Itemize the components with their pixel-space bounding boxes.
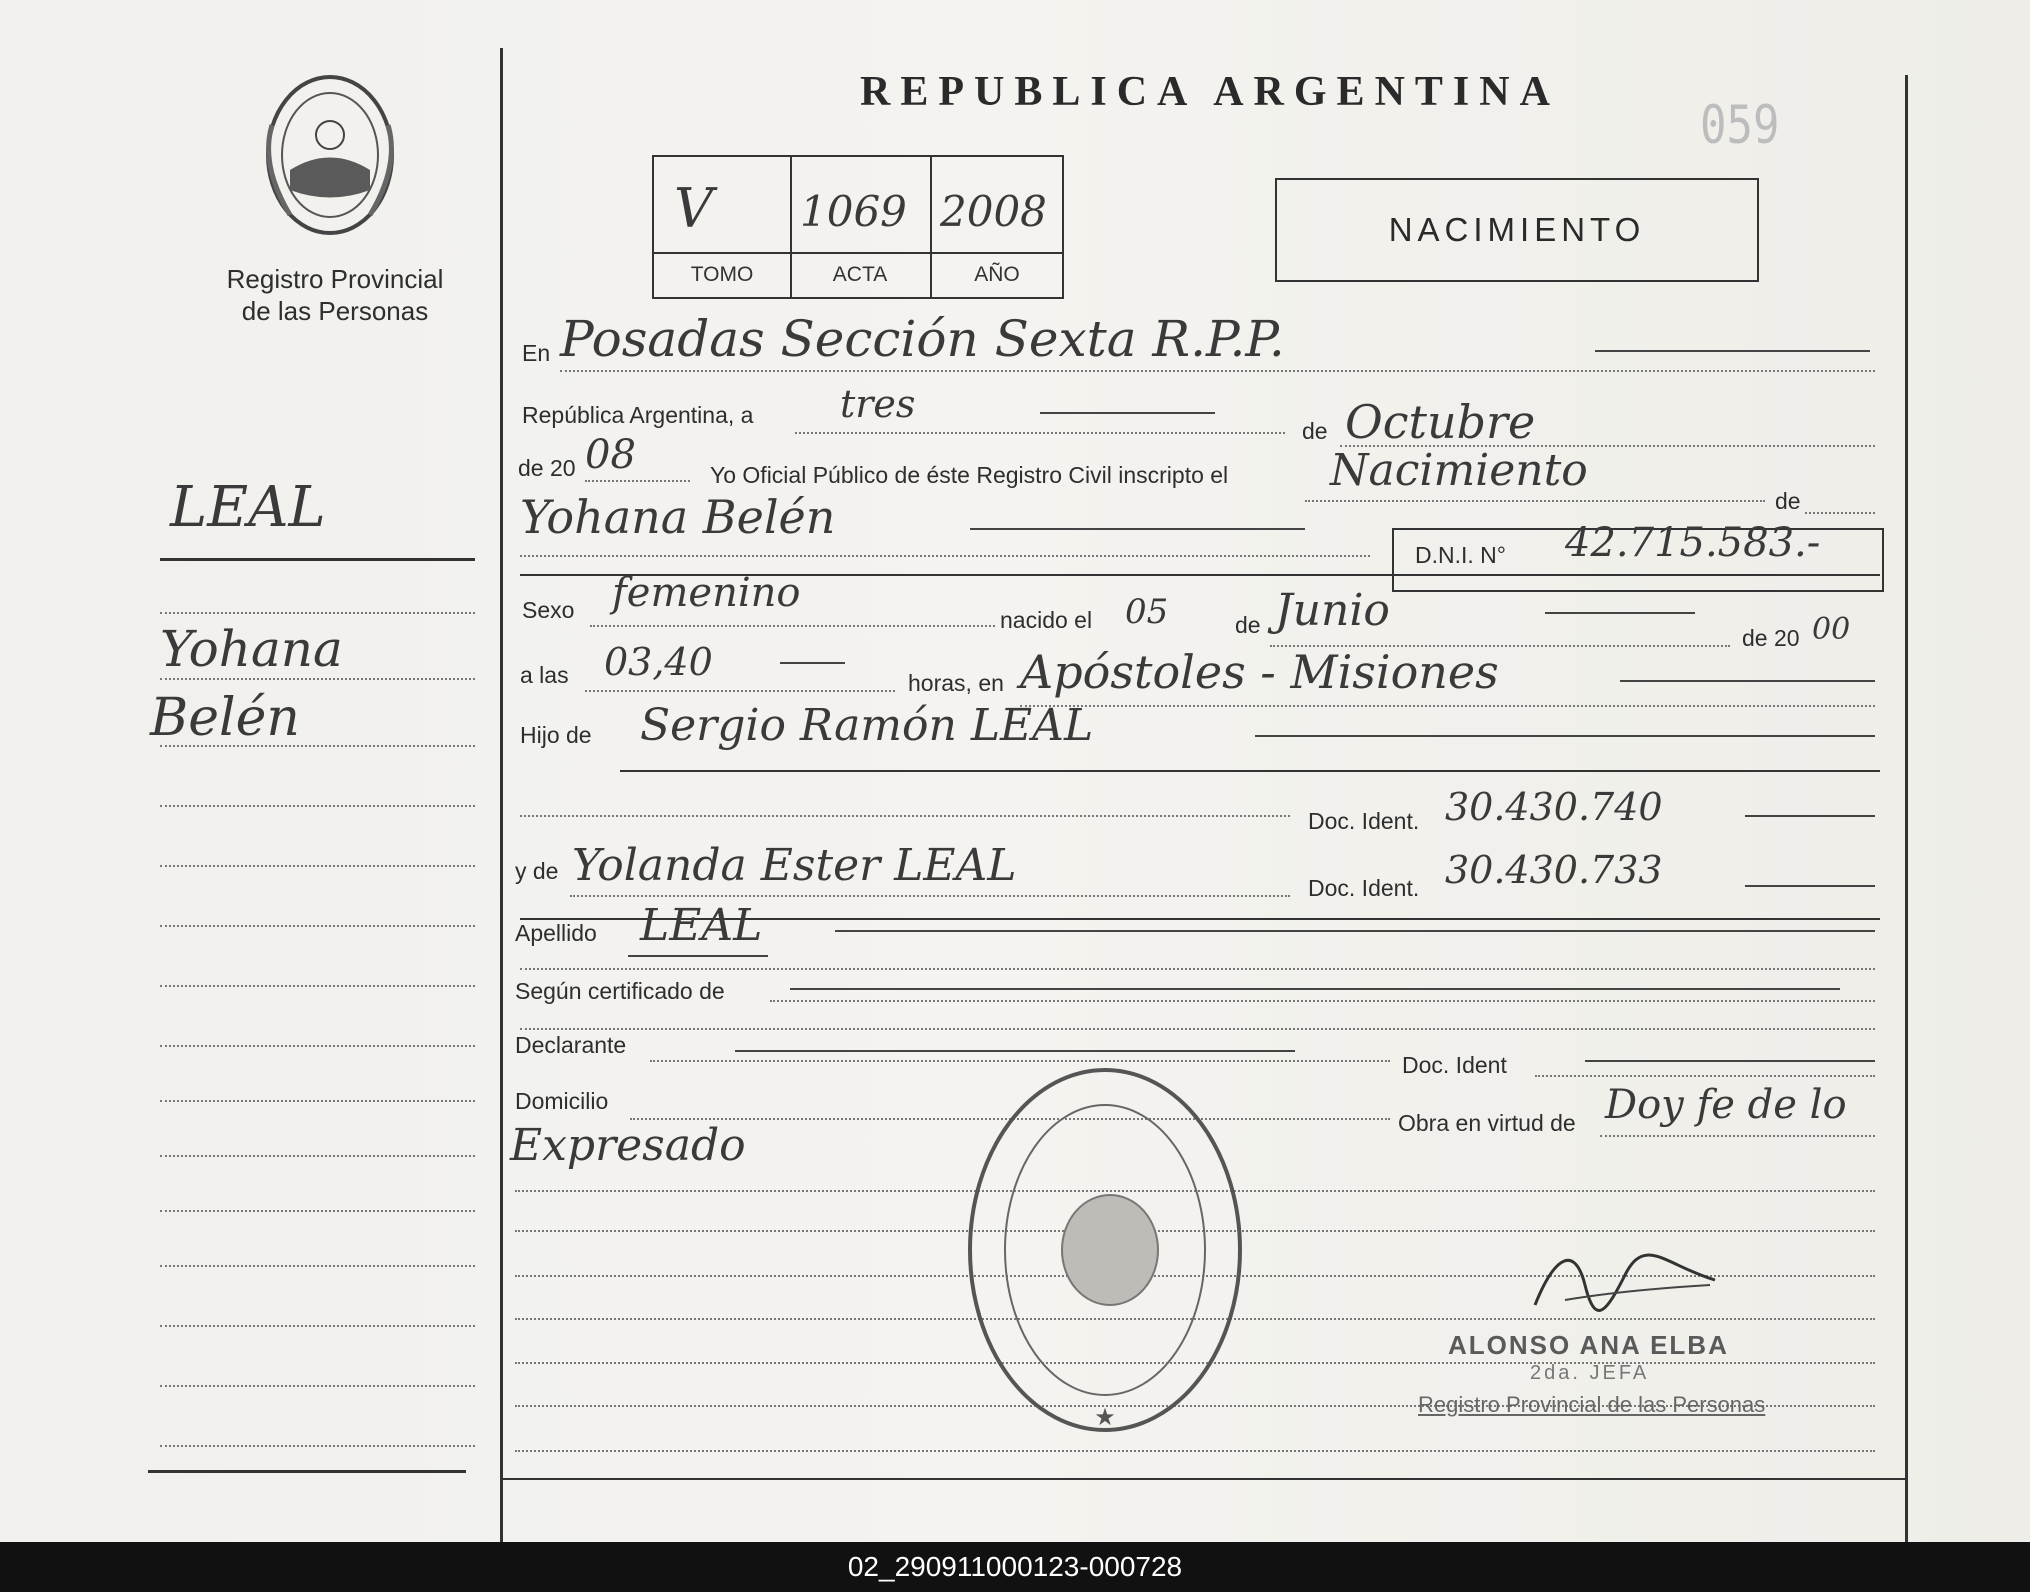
nacido-anio: 00 bbox=[1812, 612, 1851, 647]
acta-value: 1069 bbox=[800, 187, 907, 236]
record-type-box: NACIMIENTO bbox=[1275, 178, 1759, 282]
sexo-value: femenino bbox=[612, 570, 801, 616]
left-border-line bbox=[500, 48, 503, 1542]
dni-value: 42.715.583.- bbox=[1565, 520, 1821, 566]
nombre-value: Yohana Belén bbox=[520, 490, 836, 544]
record-box bbox=[652, 155, 1064, 299]
obra-value: Doy fe de lo bbox=[1605, 1082, 1847, 1128]
apellido-value: LEAL bbox=[640, 900, 763, 951]
dia-value: tres bbox=[840, 382, 916, 426]
acta-label: ACTA bbox=[832, 263, 888, 286]
inscripto-value: Nacimiento bbox=[1330, 445, 1588, 496]
doc-label-padre: Doc. Ident. bbox=[1308, 808, 1420, 834]
bottom-line bbox=[500, 1478, 1905, 1480]
doc-label-madre: Doc. Ident. bbox=[1308, 875, 1420, 901]
de-label-2: de bbox=[1775, 488, 1801, 514]
tomo-value: V bbox=[674, 177, 713, 240]
padre-doc: 30.430.740 bbox=[1445, 785, 1663, 829]
madre-value: Yolanda Ester LEAL bbox=[572, 840, 1017, 891]
tomo-label: TOMO bbox=[690, 263, 754, 286]
right-border-line bbox=[1905, 75, 1908, 1542]
anio-value: 2008 bbox=[940, 187, 1047, 236]
declarante-label: Declarante bbox=[515, 1032, 627, 1058]
nacido-label: nacido el bbox=[1000, 607, 1093, 633]
domicilio-label: Domicilio bbox=[515, 1088, 609, 1114]
de20-label: de 20 bbox=[1742, 625, 1800, 651]
republica-label: República Argentina, a bbox=[522, 402, 754, 428]
de-label-3: de bbox=[1235, 612, 1261, 638]
apellido-label: Apellido bbox=[515, 920, 597, 946]
province-seal-icon bbox=[250, 65, 410, 245]
padre-value: Sergio Ramón LEAL bbox=[640, 700, 1094, 751]
obra-label: Obra en virtud de bbox=[1398, 1110, 1576, 1136]
margin-given-name-2: Belén bbox=[150, 688, 300, 748]
segun-label: Según certificado de bbox=[515, 978, 725, 1004]
official-seal-icon bbox=[960, 1060, 1250, 1440]
nacido-mes: Junio bbox=[1275, 585, 1390, 636]
expresado-value: Expresado bbox=[510, 1120, 746, 1171]
stamp-number: 059 bbox=[1700, 94, 1780, 157]
margin-given-name-1: Yohana bbox=[160, 620, 343, 678]
en-value: Posadas Sección Sexta R.P.P. bbox=[560, 310, 1285, 368]
registry-line-2: de las Personas bbox=[241, 296, 429, 326]
registry-line-1: Registro Provincial bbox=[226, 264, 444, 294]
mes-value: Octubre bbox=[1345, 395, 1536, 449]
horas-label: horas, en bbox=[908, 670, 1004, 696]
doc-ident-label: Doc. Ident bbox=[1402, 1052, 1507, 1078]
margin-surname: LEAL bbox=[170, 475, 326, 540]
anio-prefix: de 20 bbox=[518, 455, 576, 481]
page-title: REPUBLICA ARGENTINA bbox=[860, 69, 1560, 115]
nacido-dia: 05 bbox=[1125, 592, 1169, 632]
file-id-bar bbox=[0, 1542, 2030, 1592]
signatory-role: 2da. JEFA bbox=[1530, 1362, 1650, 1384]
file-id: 02_290911000123-000728 bbox=[847, 1551, 1183, 1582]
yde-label: y de bbox=[515, 858, 559, 884]
anio-inscripcion: 08 bbox=[585, 432, 636, 478]
hora-value: 03,40 bbox=[604, 640, 713, 684]
de-label: de bbox=[1302, 418, 1328, 444]
hijo-label: Hijo de bbox=[520, 722, 592, 748]
signature-icon bbox=[1525, 1245, 1725, 1325]
alas-label: a las bbox=[520, 662, 569, 688]
madre-doc: 30.430.733 bbox=[1445, 848, 1663, 892]
sexo-label: Sexo bbox=[522, 597, 575, 623]
oficial-label: Yo Oficial Público de éste Registro Civil inscripto el bbox=[710, 462, 1229, 488]
en-label: En bbox=[522, 340, 551, 366]
registry-name bbox=[190, 263, 480, 327]
signatory-org: Registro Provincial de las Personas bbox=[1418, 1392, 1766, 1417]
anio-label: AÑO bbox=[974, 263, 1020, 286]
lugar-value: Apóstoles - Misiones bbox=[1020, 645, 1499, 699]
signatory-name: ALONSO ANA ELBA bbox=[1448, 1330, 1729, 1360]
svg-text:★: ★ bbox=[1094, 1403, 1116, 1431]
dni-label: D.N.I. N° bbox=[1415, 542, 1506, 568]
